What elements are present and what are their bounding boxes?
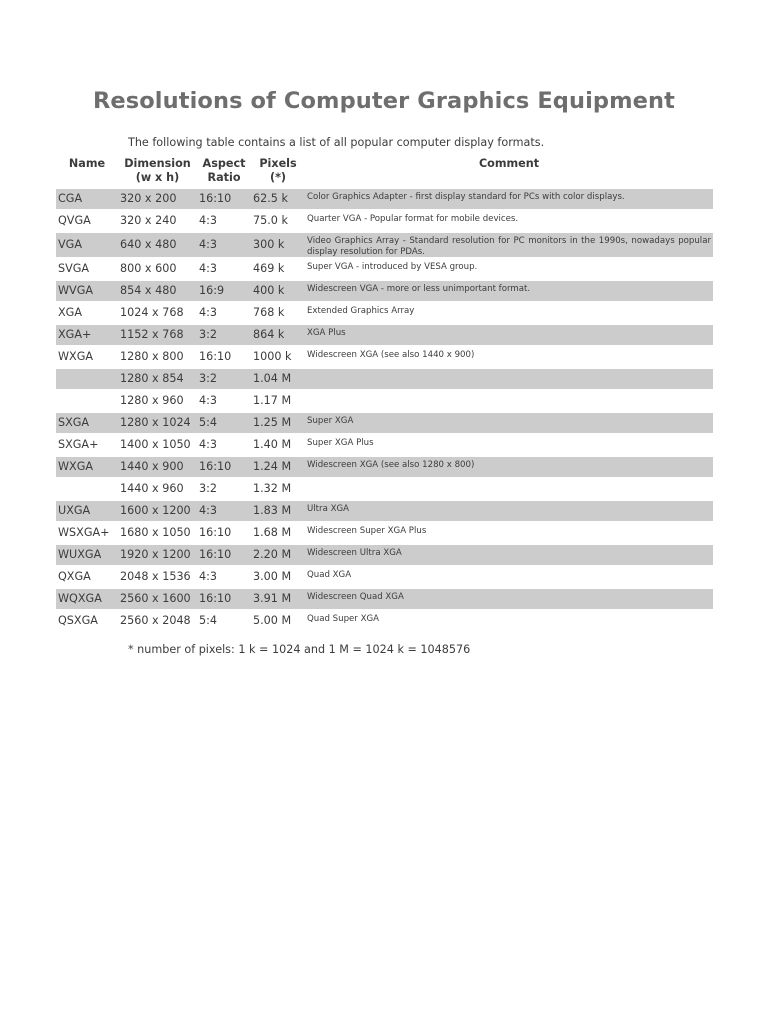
table-row <box>56 303 713 323</box>
header-aspect-line2: Ratio <box>207 171 241 184</box>
cell-name <box>56 391 118 411</box>
cell-comment: Color Graphics Adapter - first display standard for PCs with color displays. <box>305 189 713 209</box>
cell-dimension: 1024 x 768 <box>120 306 184 319</box>
header-dimension-line1: Dimension <box>124 157 191 170</box>
cell-dimension: 1440 x 960 <box>120 482 184 495</box>
header-name <box>56 157 118 187</box>
table-row <box>56 479 713 499</box>
cell-pixels: 1.83 M <box>251 501 305 521</box>
header-pixels <box>251 157 305 187</box>
cell-pixels: 469 k <box>253 262 285 275</box>
cell-comment: Widescreen Quad XGA <box>305 589 713 609</box>
cell-pixels: 864 k <box>251 325 305 345</box>
table-row <box>56 413 713 433</box>
cell-pixels: 5.00 M <box>253 614 292 627</box>
header-dimension-line2: (w x h) <box>135 171 180 184</box>
cell-comment <box>305 369 713 389</box>
table-row <box>56 611 713 631</box>
cell-comment <box>305 391 713 411</box>
cell-name <box>56 369 118 389</box>
cell-comment: Quarter VGA - Popular format for mobile devices. <box>307 214 519 224</box>
cell-comment: Extended Graphics Array <box>307 306 415 316</box>
cell-pixels: 62.5 k <box>251 189 305 209</box>
header-aspect-line1: Aspect <box>202 157 246 170</box>
cell-comment: Widescreen Super XGA Plus <box>307 526 427 536</box>
cell-pixels: 1.24 M <box>251 457 305 477</box>
cell-name: WXGA <box>56 457 118 477</box>
header-aspect <box>197 157 251 187</box>
cell-dimension: 1600 x 1200 <box>118 501 197 521</box>
cell-comment <box>305 479 713 499</box>
table-row <box>56 281 713 301</box>
table-row <box>56 589 713 609</box>
table-header-row <box>56 157 713 187</box>
cell-dimension: 1280 x 960 <box>120 394 184 407</box>
cell-pixels: 1.25 M <box>251 413 305 433</box>
table-row <box>56 189 713 209</box>
cell-aspect: 4:3 <box>199 570 218 583</box>
cell-comment: Super XGA Plus <box>307 438 374 448</box>
cell-pixels: 1.17 M <box>253 394 292 407</box>
cell-pixels: 3.91 M <box>251 589 305 609</box>
cell-pixels: 1.40 M <box>253 438 292 451</box>
table-row <box>56 211 713 231</box>
cell-comment: Super VGA - introduced by VESA group. <box>307 262 478 272</box>
page-title: Resolutions of Computer Graphics Equipment <box>92 88 676 114</box>
cell-name: WQXGA <box>56 589 118 609</box>
cell-comment: Quad Super XGA <box>307 614 379 624</box>
cell-pixels: 400 k <box>251 281 305 301</box>
cell-name: WXGA <box>58 350 94 363</box>
table-row <box>56 523 713 543</box>
cell-dimension: 1400 x 1050 <box>120 438 191 451</box>
cell-dimension: 320 x 200 <box>118 189 197 209</box>
cell-aspect: 4:3 <box>197 501 251 521</box>
table-row <box>56 457 713 477</box>
table-row <box>56 369 713 389</box>
table-row <box>56 545 713 565</box>
header-dimension <box>118 157 197 187</box>
cell-name: QVGA <box>58 214 91 227</box>
cell-aspect: 4:3 <box>199 306 218 319</box>
header-comment <box>305 157 713 187</box>
table-row <box>56 391 713 411</box>
cell-aspect: 5:4 <box>199 614 218 627</box>
cell-pixels: 1.68 M <box>253 526 292 539</box>
table-row <box>56 325 713 345</box>
cell-pixels: 1.04 M <box>251 369 305 389</box>
table-row <box>56 259 713 279</box>
cell-aspect: 16:10 <box>197 545 251 565</box>
cell-pixels: 1.32 M <box>253 482 292 495</box>
cell-aspect: 16:9 <box>197 281 251 301</box>
cell-dimension: 2560 x 1600 <box>118 589 197 609</box>
cell-aspect: 4:3 <box>199 262 218 275</box>
table-row <box>56 347 713 367</box>
cell-name: VGA <box>56 233 118 257</box>
cell-name: SXGA <box>56 413 118 433</box>
cell-pixels: 2.20 M <box>251 545 305 565</box>
cell-dimension: 1152 x 768 <box>118 325 197 345</box>
cell-aspect: 4:3 <box>199 438 218 451</box>
cell-name: SVGA <box>58 262 90 275</box>
cell-aspect: 4:3 <box>199 394 218 407</box>
cell-name: WUXGA <box>56 545 118 565</box>
cell-name: XGA <box>58 306 82 319</box>
cell-name: UXGA <box>56 501 118 521</box>
header-comment-label: Comment <box>478 157 540 170</box>
cell-dimension: 1280 x 800 <box>120 350 184 363</box>
cell-comment: Widescreen Ultra XGA <box>305 545 713 565</box>
cell-dimension: 1920 x 1200 <box>118 545 197 565</box>
cell-name: WVGA <box>56 281 118 301</box>
cell-aspect: 16:10 <box>197 189 251 209</box>
cell-aspect: 4:3 <box>197 233 251 257</box>
table-body <box>56 189 713 631</box>
cell-name: QXGA <box>58 570 91 583</box>
cell-pixels: 3.00 M <box>253 570 292 583</box>
cell-comment: XGA Plus <box>305 325 713 345</box>
cell-comment: Widescreen XGA (see also 1280 x 800) <box>305 457 713 477</box>
table-row <box>56 501 713 521</box>
cell-aspect: 16:10 <box>197 457 251 477</box>
cell-comment: Super XGA <box>305 413 713 433</box>
table-row <box>56 233 713 257</box>
cell-aspect: 16:10 <box>199 526 232 539</box>
cell-pixels: 1000 k <box>253 350 292 363</box>
header-pixels-line2: (*) <box>269 171 287 184</box>
cell-name <box>56 479 118 499</box>
cell-name: XGA+ <box>56 325 118 345</box>
cell-dimension: 2560 x 2048 <box>120 614 191 627</box>
cell-aspect: 16:10 <box>199 350 232 363</box>
cell-comment: Widescreen VGA - more or less unimportant format. <box>305 281 713 301</box>
cell-dimension: 320 x 240 <box>120 214 177 227</box>
cell-aspect: 3:2 <box>197 325 251 345</box>
cell-aspect: 3:2 <box>199 482 218 495</box>
table-row <box>56 567 713 587</box>
header-name-label: Name <box>68 157 106 170</box>
cell-name: WSXGA+ <box>58 526 110 539</box>
footnote: * number of pixels: 1 k = 1024 and 1 M = 1024 k = 1048576 <box>128 643 471 656</box>
cell-pixels: 75.0 k <box>253 214 288 227</box>
intro-text: The following table contains a list of all popular computer display formats. <box>128 136 545 149</box>
table-row <box>56 435 713 455</box>
cell-pixels: 300 k <box>251 233 305 257</box>
resolutions-table <box>56 155 713 633</box>
cell-dimension: 1680 x 1050 <box>120 526 191 539</box>
cell-comment: Quad XGA <box>307 570 352 580</box>
cell-aspect: 4:3 <box>199 214 218 227</box>
cell-dimension: 640 x 480 <box>118 233 197 257</box>
cell-dimension: 1440 x 900 <box>118 457 197 477</box>
cell-dimension: 800 x 600 <box>120 262 177 275</box>
cell-aspect: 5:4 <box>197 413 251 433</box>
cell-dimension: 1280 x 854 <box>118 369 197 389</box>
cell-dimension: 854 x 480 <box>118 281 197 301</box>
cell-aspect: 16:10 <box>197 589 251 609</box>
cell-aspect: 3:2 <box>197 369 251 389</box>
cell-comment: Video Graphics Array - Standard resolution for PC monitors in the 1990s, nowadays popular display resolution for PDAs. <box>305 233 713 257</box>
cell-comment: Ultra XGA <box>305 501 713 521</box>
cell-pixels: 768 k <box>253 306 285 319</box>
cell-name: CGA <box>56 189 118 209</box>
cell-comment: Widescreen XGA (see also 1440 x 900) <box>307 350 475 360</box>
cell-dimension: 1280 x 1024 <box>118 413 197 433</box>
cell-name: SXGA+ <box>58 438 99 451</box>
cell-dimension: 2048 x 1536 <box>120 570 191 583</box>
header-pixels-line1: Pixels <box>259 157 297 170</box>
cell-name: QSXGA <box>58 614 98 627</box>
